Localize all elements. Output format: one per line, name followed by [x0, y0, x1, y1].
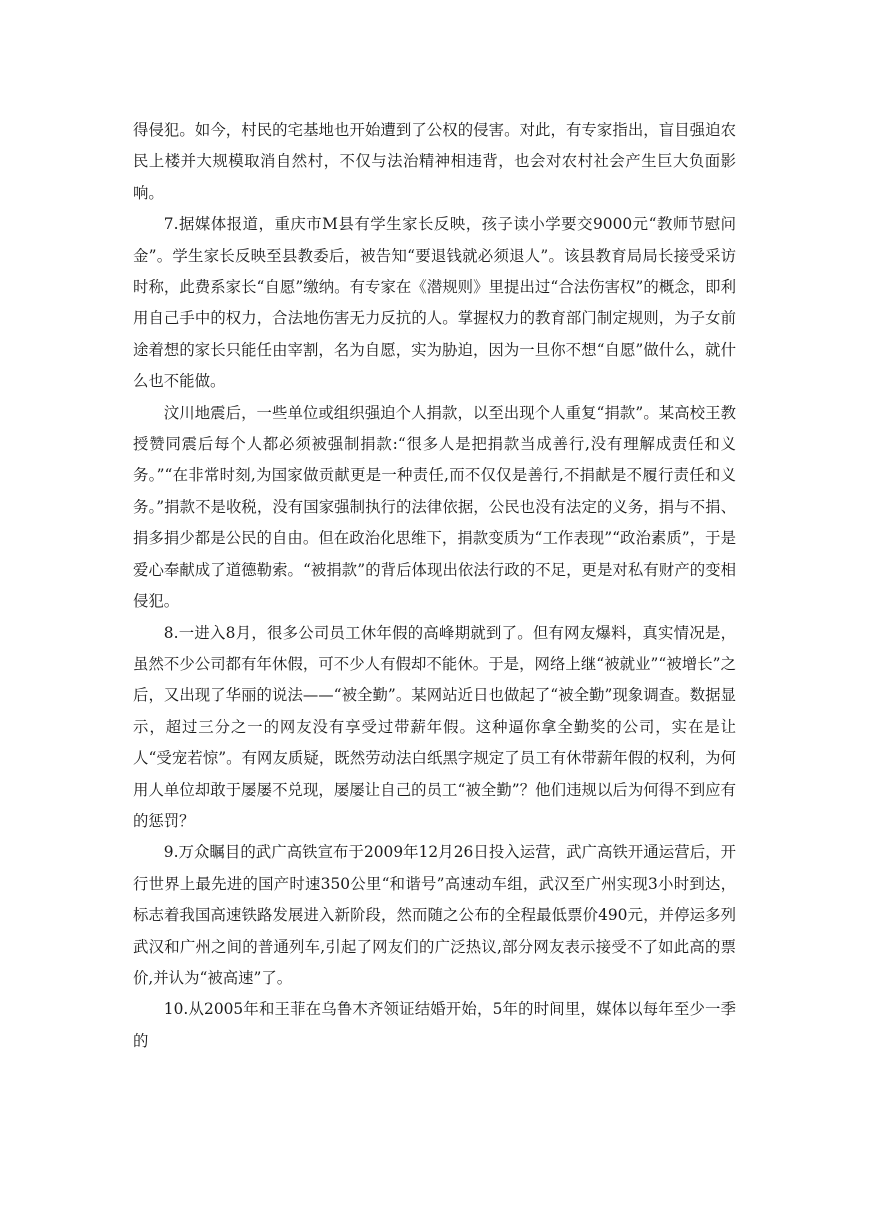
paragraph-continuation: 得侵犯。如今，村民的宅基地也开始遭到了公权的侵害。对此，有专家指出，盲目强迫农民上楼并大规模取消自然村，不仅与法治精神相违背，也会对农村社会产生巨大负面影响。	[133, 121, 736, 202]
paragraph-wenchuan: 汶川地震后，一些单位或组织强迫个人捐款，以至出现个人重复“捐款”。某高校王教授赞同震后每个人都必须被强制捐款:“很多人是把捐款当成善行,没有理解成责任和义务。”“在非常时刻,为国家做贡献更是一种责任,而不仅仅是善行,不捐献是不履行责任和义务。”捐款不是收税，没有国家强制执行的法律依据，公民也没有法定的义务，捐与不捐、捐多捐少都是公民的自由。但在政治化思维下，捐款变质为“工作表现”“政治素质”，于是爱心奉献成了道德勒索。“被捐款”的背后体现出依法行政的不足，更是对私有财产的变相侵犯。	[133, 403, 736, 611]
paragraph-item-10: 10.从2005年和王菲在乌鲁木齐领证结婚开始，5年的时间里，媒体以每年至少一季的	[133, 1000, 736, 1050]
paragraph-item-8: 8.一进入8月，很多公司员工休年假的高峰期就到了。但有网友爆料，真实情况是，虽然不少公司都有年休假，可不少人有假却不能休。于是，网络上继“被就业”“被增长”之后，又出现了华丽的说法——“被全勤”。某网站近日也做起了“被全勤”现象调查。数据显示，超过三分之一的网友没有享受过带薪年假。这种逼你拿全勤奖的公司，实在是让人“受宠若惊”。有网友质疑，既然劳动法白纸黑字规定了员工有休带薪年假的权利，为何用人单位却敢于屡屡不兑现，屡屡让自己的员工“被全勤”？他们违规以后为何得不到应有的惩罚？	[133, 623, 736, 830]
paragraph-item-7: 7.据媒体报道，重庆市M县有学生家长反映，孩子读小学要交9000元“教师节慰问金”。学生家长反映至县教委后，被告知“要退钱就必须退人”。该县教育局局长接受采访时称，此费系家长“自愿”缴纳。有专家在《潜规则》里提出过“合法伤害权”的概念，即利用自己手中的权力，合法地伤害无力反抗的人。掌握权力的教育部门制定规则，为子女前途着想的家长只能任由宰割，名为自愿，实为胁迫，因为一旦你不想“自愿”做什么，就什么也不能做。	[133, 215, 736, 391]
body-text	[133, 115, 736, 1057]
paragraph-item-9: 9.万众瞩目的武广高铁宣布于2009年12月26日投入运营，武广高铁开通运营后，开行世界上最先进的国产时速350公里“和谐号”高速动车组，武汉至广州实现3小时到达，标志着我国高速铁路发展进入新阶段，然而随之公布的全程最低票价490元，并停运多列武汉和广州之间的普通列车,引起了网友们的广泛热议,部分网友表示接受不了如此高的票价,并认为“被高速”了。	[133, 843, 736, 987]
